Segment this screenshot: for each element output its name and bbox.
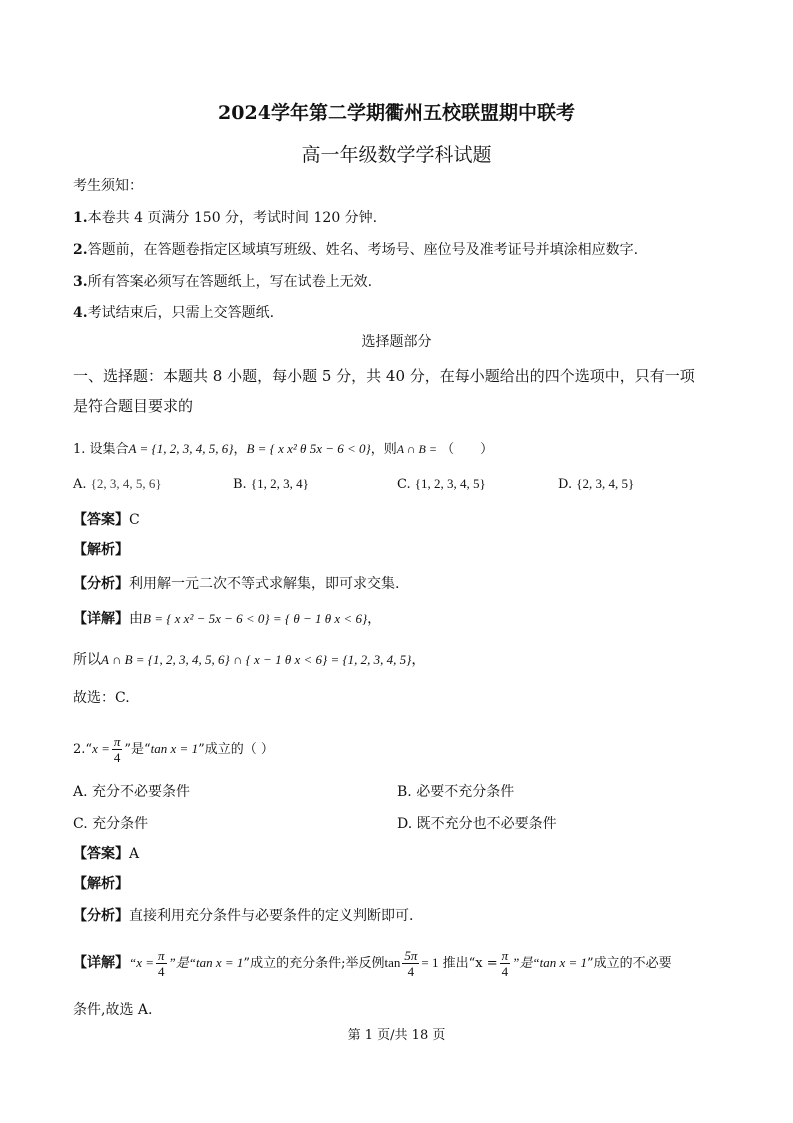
q1-option-b: B. {1, 2, 3, 4} (233, 476, 309, 492)
notice-item-2: 2.答题前，在答题卷指定区域填写班级、姓名、考场号、座位号及准考证号并填涂相应数字. (73, 242, 639, 258)
q2-analysis-tag: 【解析】 (73, 876, 129, 892)
q1-analysis-tag: 【解析】 (73, 542, 129, 558)
q1-fenxi: 【分析】利用解一元二次不等式求解集，即可求交集. (73, 576, 400, 592)
q2-xiangjie-cont: 条件,故选 A. (73, 1002, 153, 1018)
q2-option-d: D. 既不充分也不必要条件 (397, 816, 557, 832)
q1-xiangjie: 【详解】由B = { x x² − 5x − 6 < 0} = { θ − 1 θ x < 6}， (73, 611, 382, 627)
page-footer: 第 1 页/共 18 页 (347, 1028, 446, 1043)
q1-suoyi: 所以A ∩ B = {1, 2, 3, 4, 5, 6} ∩ { x − 1 θ x < 6} = {1, 2, 3, 4, 5}， (73, 652, 426, 668)
q1-option-c: C. {1, 2, 3, 4, 5} (397, 476, 486, 492)
q1-stem: 1. 设集合A = {1, 2, 3, 4, 5, 6}，B = { x x² θ 5x − 6 < 0}，则A ∩ B = （ ） (73, 441, 494, 457)
exam-subtitle: 高一年级数学学科试题 (301, 144, 492, 166)
q2-answer: 【答案】A (73, 846, 140, 862)
q2-option-a: A. 充分不必要条件 (73, 784, 191, 800)
q1-option-d: D. {2, 3, 4, 5} (558, 476, 635, 492)
notice-item-4: 4.考试结束后，只需上交答题纸. (73, 305, 275, 321)
q2-fraction: $\frac{\pi}{4}$ (113, 734, 121, 765)
q2-frac-1: $\frac{\pi}{4}$ (158, 948, 165, 979)
section-instruction-1: 一、选择题：本题共 8 小题，每小题 5 分，共 40 分，在每小题给出的四个选项中，只有一项 (73, 367, 695, 385)
q2-frac-2: $\frac{5\pi}{4}$ (404, 948, 418, 979)
exam-title (0, 98, 793, 125)
q2-option-c: C. 充分条件 (73, 816, 149, 832)
q2-option-b: B. 必要不充分条件 (397, 784, 515, 800)
section-title: 选择题部分 (361, 334, 432, 350)
q2-xiangjie: 【详解】“x = $\frac{\pi}{4}$ ”是“tan x = 1”成立的充分条件;举反例tan $\frac{5\pi}{4}$ = 1 推出“x = $\frac{\pi}{4}$ ”是“tan x = 1”成立的不必要 (73, 948, 672, 979)
notice-heading: 考生须知： (73, 178, 143, 194)
q1-conclusion: 故选：C. (73, 690, 130, 706)
section-instruction-2: 是符合题目要求的 (73, 397, 194, 415)
q2-stem: 2.“x = $\frac{\pi}{4}$ ”是“tan x = 1”成立的（ ） (73, 734, 274, 765)
notice-item-1: 1.本卷共 4 页满分 150 分，考试时间 120 分钟. (73, 210, 378, 226)
q1-answer: 【答案】C (73, 512, 140, 528)
q1-option-a: A. {2, 3, 4, 5, 6} (73, 476, 162, 492)
notice-item-3: 3.所有答案必须写在答题纸上，写在试卷上无效. (73, 274, 373, 290)
q2-frac-3: $\frac{\pi}{4}$ (501, 948, 509, 979)
title-year: 2024 (218, 102, 271, 124)
q2-fenxi: 【分析】直接利用充分条件与必要条件的定义判断即可. (73, 908, 414, 924)
title-text: 学年第二学期衢州五校联盟期中联考 (270, 102, 575, 124)
